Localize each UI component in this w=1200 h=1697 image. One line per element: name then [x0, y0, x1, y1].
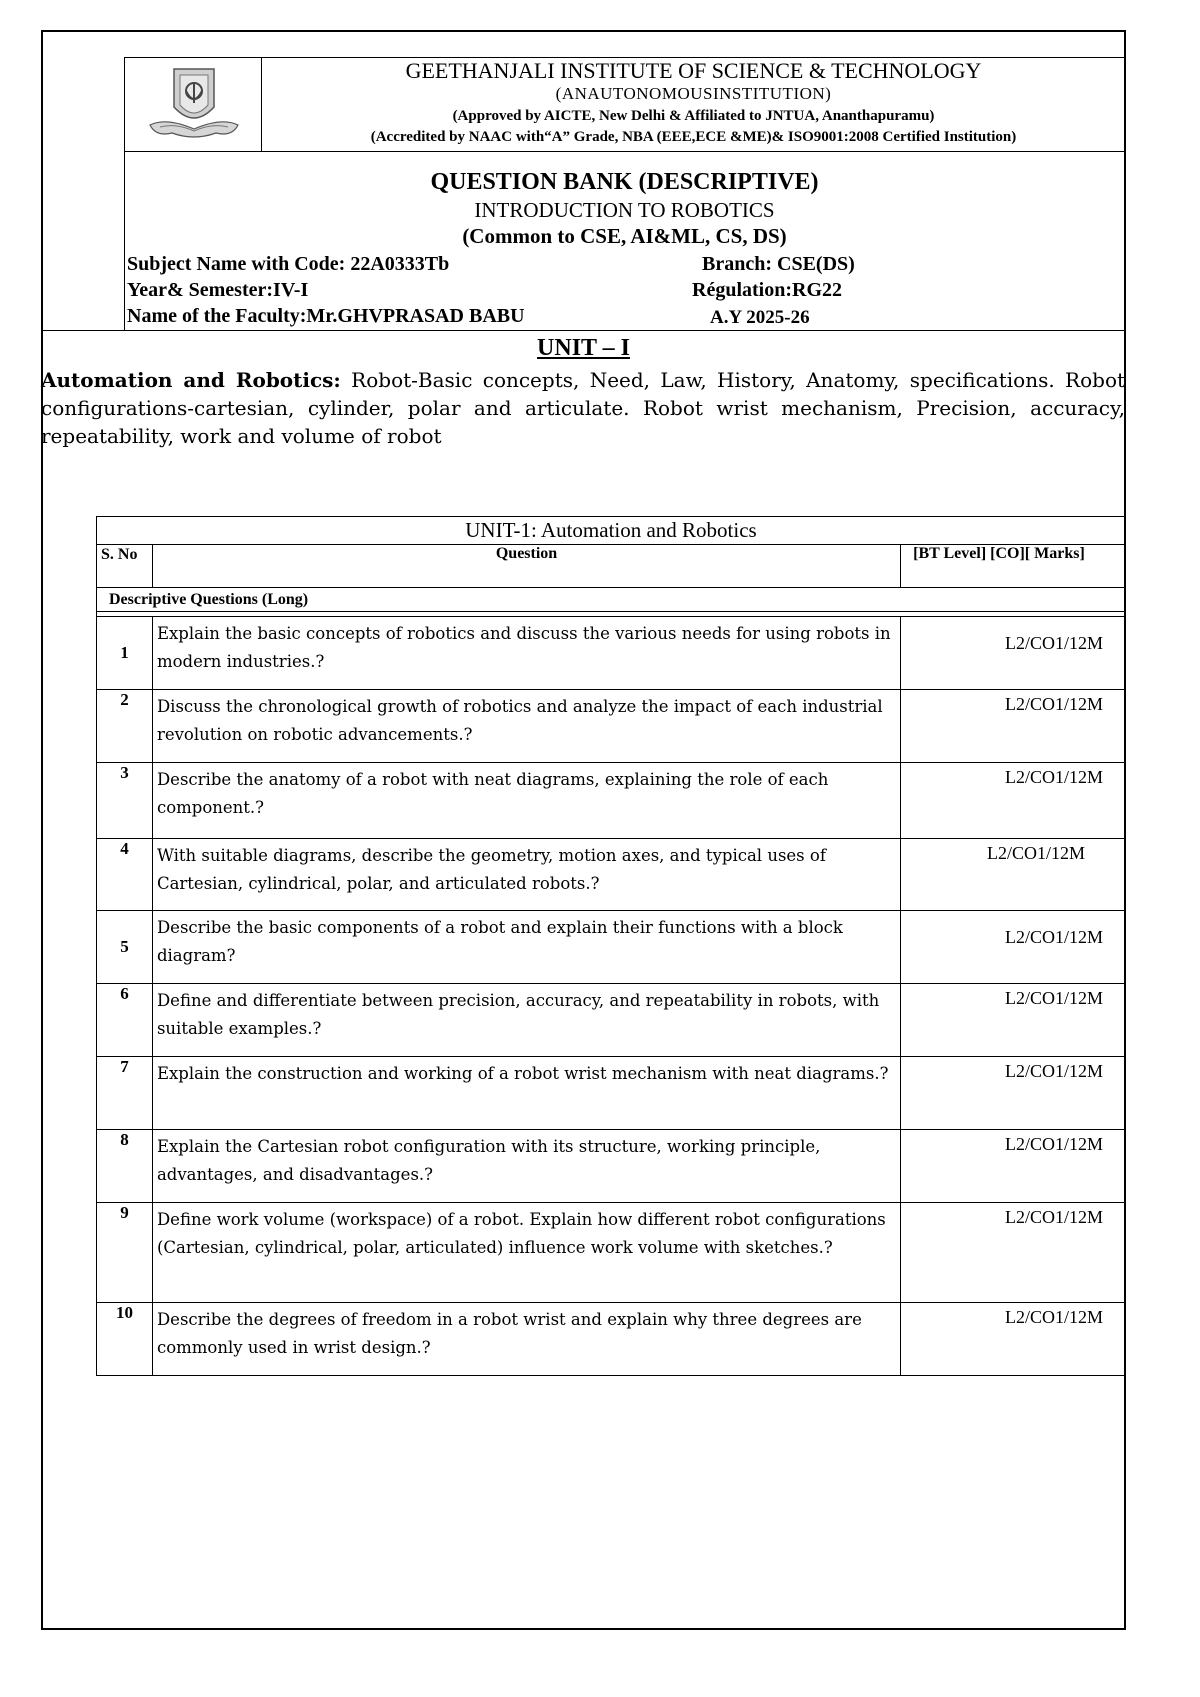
- table-row: [97, 1057, 1126, 1130]
- regulation-label: Régulation:: [692, 279, 792, 301]
- page-frame-left: [41, 30, 43, 1629]
- syllabus-text: Robot-Basic concepts, Need, Law, History, Anatomy, specifications. Robot configurations-cartesian, cylinder, polar and articulate. Robot wrist mechanism, Precision, accuracy, repeatability, work and volume of robot: [41, 368, 1126, 448]
- regulation-line: [692, 279, 842, 302]
- academic-year: A.Y 2025-26: [710, 307, 810, 328]
- unit-syllabus: [41, 366, 1125, 450]
- row-number: 10: [97, 1303, 153, 1376]
- bt-level: L2/CO1/12M: [901, 1203, 1126, 1303]
- branch-label: Branch:: [702, 253, 772, 275]
- row-number: 8: [97, 1130, 153, 1203]
- row-number: 9: [97, 1203, 153, 1303]
- table-row: [97, 839, 1126, 911]
- bt-level: L2/CO1/12M: [901, 911, 1126, 984]
- course-name: INTRODUCTION TO ROBOTICS: [474, 198, 775, 222]
- table-row: [97, 1130, 1126, 1203]
- institute-logo-icon: [146, 63, 242, 145]
- table-row: [97, 690, 1126, 763]
- institute-approval: (Approved by AICTE, New Delhi & Affiliated to JNTUA, Ananthapuramu): [452, 108, 935, 124]
- row-number: 7: [97, 1057, 153, 1130]
- faculty-line: [127, 305, 525, 328]
- subject-line: [127, 253, 449, 276]
- subject-label: Subject Name with Code:: [127, 253, 346, 275]
- question-text: Describe the anatomy of a robot with neat diagrams, explaining the role of each component.?: [152, 763, 900, 839]
- year-semester-label: Year& Semester:: [127, 279, 274, 301]
- bt-level: L2/CO1/12M: [901, 839, 1126, 911]
- table-row: [97, 617, 1126, 690]
- faculty-label: Name of the Faculty:: [127, 305, 307, 327]
- column-header-question: Question: [152, 545, 900, 588]
- question-text: Explain the Cartesian robot configuration with its structure, working principle, advantages, and disadvantages.?: [152, 1130, 900, 1203]
- table-caption: UNIT-1: Automation and Robotics: [97, 517, 1126, 545]
- regulation-value: RG22: [792, 279, 842, 301]
- syllabus-heading: Automation and Robotics:: [41, 368, 341, 392]
- institute-status: (ANAUTONOMOUSINSTITUTION): [555, 84, 832, 103]
- subject-code: 22A0333Tb: [350, 253, 450, 275]
- row-number: 5: [97, 911, 153, 984]
- institute-accreditation: (Accredited by NAAC with“A” Grade, NBA (EEE,ECE &ME)& ISO9001:2008 Certified Institution): [370, 129, 1017, 145]
- bt-level: L2/CO1/12M: [901, 1303, 1126, 1376]
- unit-title: UNIT – I: [537, 335, 630, 361]
- branch-line: [702, 253, 855, 276]
- row-number: 4: [97, 839, 153, 911]
- faculty-name: Mr.GHVPRASAD BABU: [306, 305, 525, 327]
- page-frame-top: [41, 30, 1126, 32]
- table-row: [97, 1303, 1126, 1376]
- bt-level: L2/CO1/12M: [901, 690, 1126, 763]
- table-row: [97, 984, 1126, 1057]
- bt-level: L2/CO1/12M: [901, 1057, 1126, 1130]
- table-row: [97, 763, 1126, 839]
- institute-name: GEETHANJALI INSTITUTE OF SCIENCE & TECHNOLOGY: [405, 58, 982, 83]
- question-text: Describe the degrees of freedom in a robot wrist and explain why three degrees are commonly used in wrist design.?: [152, 1303, 900, 1376]
- year-semester-value: IV-I: [273, 279, 309, 301]
- logo-cell: [124, 57, 262, 151]
- question-text: Explain the construction and working of a robot wrist mechanism with neat diagrams.?: [152, 1057, 900, 1130]
- header-bottom-rule: [41, 330, 1126, 331]
- row-number: 2: [97, 690, 153, 763]
- header-divider: [124, 151, 1125, 152]
- table-row: [97, 1203, 1126, 1303]
- bt-level: L2/CO1/12M: [901, 763, 1126, 839]
- question-text: Describe the basic components of a robot and explain their functions with a block diagram?: [152, 911, 900, 984]
- row-number: 1: [97, 617, 153, 690]
- table-row: [97, 911, 1126, 984]
- row-number: 6: [97, 984, 153, 1057]
- common-to-branches: (Common to CSE, AI&ML, CS, DS): [462, 224, 787, 248]
- row-number: 3: [97, 763, 153, 839]
- column-header-bt-level: [BT Level] [CO][ Marks]: [901, 545, 1126, 588]
- question-text: Define and differentiate between precision, accuracy, and repeatability in robots, with suitable examples.?: [152, 984, 900, 1057]
- question-text: Define work volume (workspace) of a robot. Explain how different robot configurations (Cartesian, cylindrical, polar, articulated) influence work volume with sketches.?: [152, 1203, 900, 1303]
- question-table: [96, 516, 1126, 1376]
- question-text: Explain the basic concepts of robotics and discuss the various needs for using robots in modern industries.?: [152, 617, 900, 690]
- bt-level: L2/CO1/12M: [901, 984, 1126, 1057]
- branch-value: CSE(DS): [777, 253, 855, 275]
- bt-level: L2/CO1/12M: [901, 1130, 1126, 1203]
- bt-level: L2/CO1/12M: [901, 617, 1126, 690]
- page-frame-bottom: [41, 1628, 1126, 1630]
- column-header-sno: S. No: [97, 545, 153, 588]
- year-semester-line: [127, 279, 308, 302]
- question-text: With suitable diagrams, describe the geometry, motion axes, and typical uses of Cartesian, cylindrical, polar, and articulated robots.?: [152, 839, 900, 911]
- page-title: QUESTION BANK (DESCRIPTIVE): [430, 169, 819, 195]
- section-heading: Descriptive Questions (Long): [97, 588, 1126, 612]
- question-text: Discuss the chronological growth of robotics and analyze the impact of each industrial revolution on robotic advancements.?: [152, 690, 900, 763]
